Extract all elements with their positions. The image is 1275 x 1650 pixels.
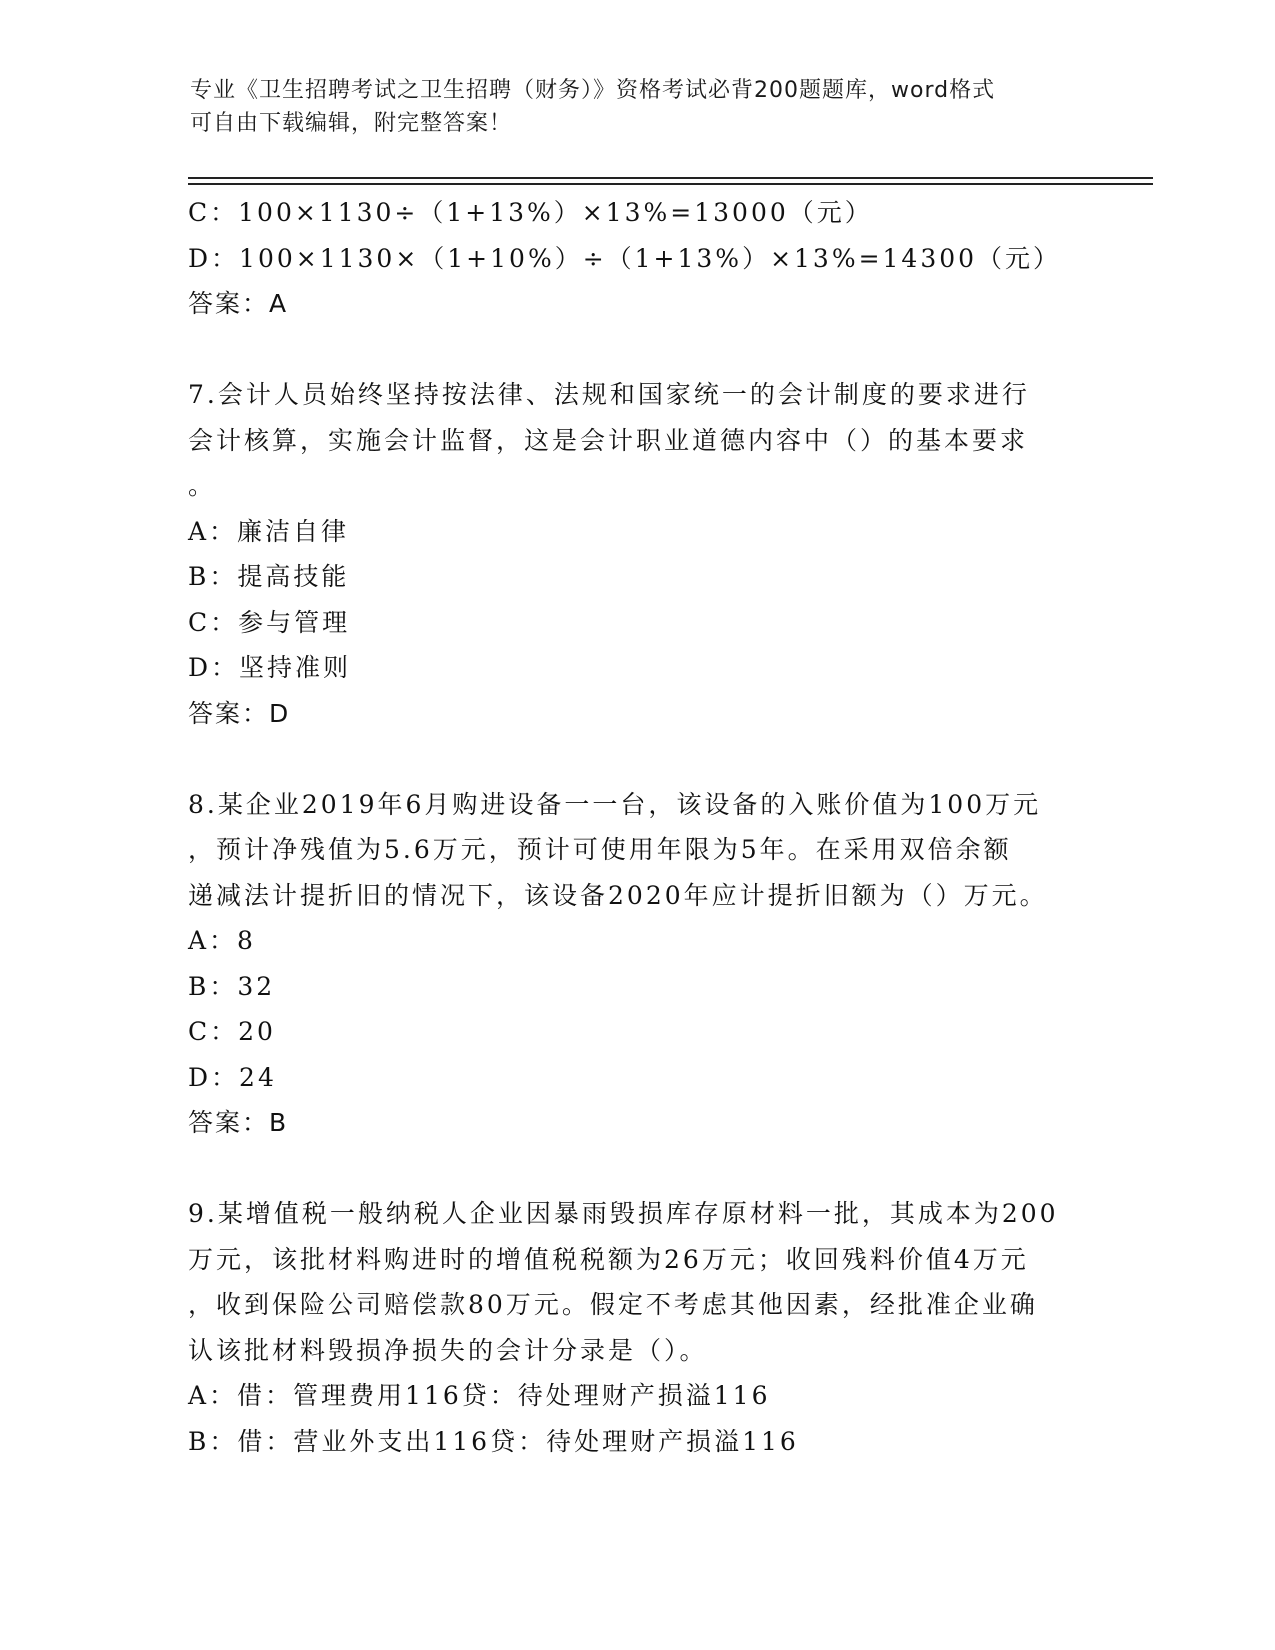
previous-question-tail — [188, 190, 1088, 327]
question-7 — [188, 372, 1088, 736]
question-text: 会计核算，实施会计监督，这是会计职业道德内容中（）的基本要求 — [188, 425, 1029, 455]
header-line-2: 可自由下载编辑，附完整答案！ — [190, 111, 513, 136]
option-c: C：100×1130÷（1+13%）×13%=13000（元） — [188, 198, 873, 227]
question-text: 。 — [188, 471, 217, 500]
option-b: B：提高技能 — [188, 562, 350, 591]
document-header — [190, 74, 1070, 140]
option-b: B：32 — [188, 971, 276, 1001]
header-rule-top — [188, 177, 1153, 179]
question-9 — [188, 1191, 1088, 1464]
question-text: ，预计净残值为5.6万元，预计可使用年限为5年。在采用双倍余额 — [188, 835, 1012, 864]
question-8 — [188, 782, 1088, 1146]
question-text: 递减法计提折旧的情况下，该设备2020年应计提折旧额为（）万元。 — [188, 880, 1048, 910]
option-a: A：廉洁自律 — [188, 516, 350, 546]
question-text: 万元，该批材料购进时的增值税税额为26万元；收回残料价值4万元 — [188, 1244, 1029, 1274]
answer: 答案：A — [188, 289, 289, 318]
option-d: D：24 — [188, 1062, 277, 1092]
header-line-1: 专业《卫生招聘考试之卫生招聘（财务）》资格考试必背200题题库，word格式 — [190, 78, 996, 103]
question-text: 8.某企业2019年6月购进设备一一台，该设备的入账价值为100万元 — [188, 789, 1042, 819]
option-a: A：借：管理费用116贷：待处理财产损溢116 — [188, 1381, 771, 1410]
header-rule-bottom — [188, 183, 1153, 185]
option-d: D：100×1130×（1+10%）÷（1+13%）×13%=14300（元） — [188, 243, 1062, 273]
spacer — [188, 1146, 1088, 1192]
answer: 答案：B — [188, 1108, 289, 1137]
option-b: B：借：营业外支出116贷：待处理财产损溢116 — [188, 1426, 799, 1456]
question-text: 7.会计人员始终坚持按法律、法规和国家统一的会计制度的要求进行 — [188, 380, 1030, 409]
question-text: ，收到保险公司赔偿款80万元。假定不考虑其他因素，经批准企业确 — [188, 1290, 1038, 1319]
option-d: D：坚持准则 — [188, 653, 352, 682]
spacer — [188, 736, 1088, 782]
question-text: 认该批材料毁损净损失的会计分录是（）。 — [188, 1335, 708, 1365]
document-body — [188, 190, 1088, 1464]
option-c: C：20 — [188, 1017, 276, 1046]
answer: 答案：D — [188, 698, 291, 728]
option-c: C：参与管理 — [188, 607, 351, 637]
question-text: 9.某增值税一般纳税人企业因暴雨毁损库存原材料一批，其成本为200 — [188, 1199, 1059, 1228]
option-a: A：8 — [188, 926, 256, 955]
spacer — [188, 327, 1088, 373]
